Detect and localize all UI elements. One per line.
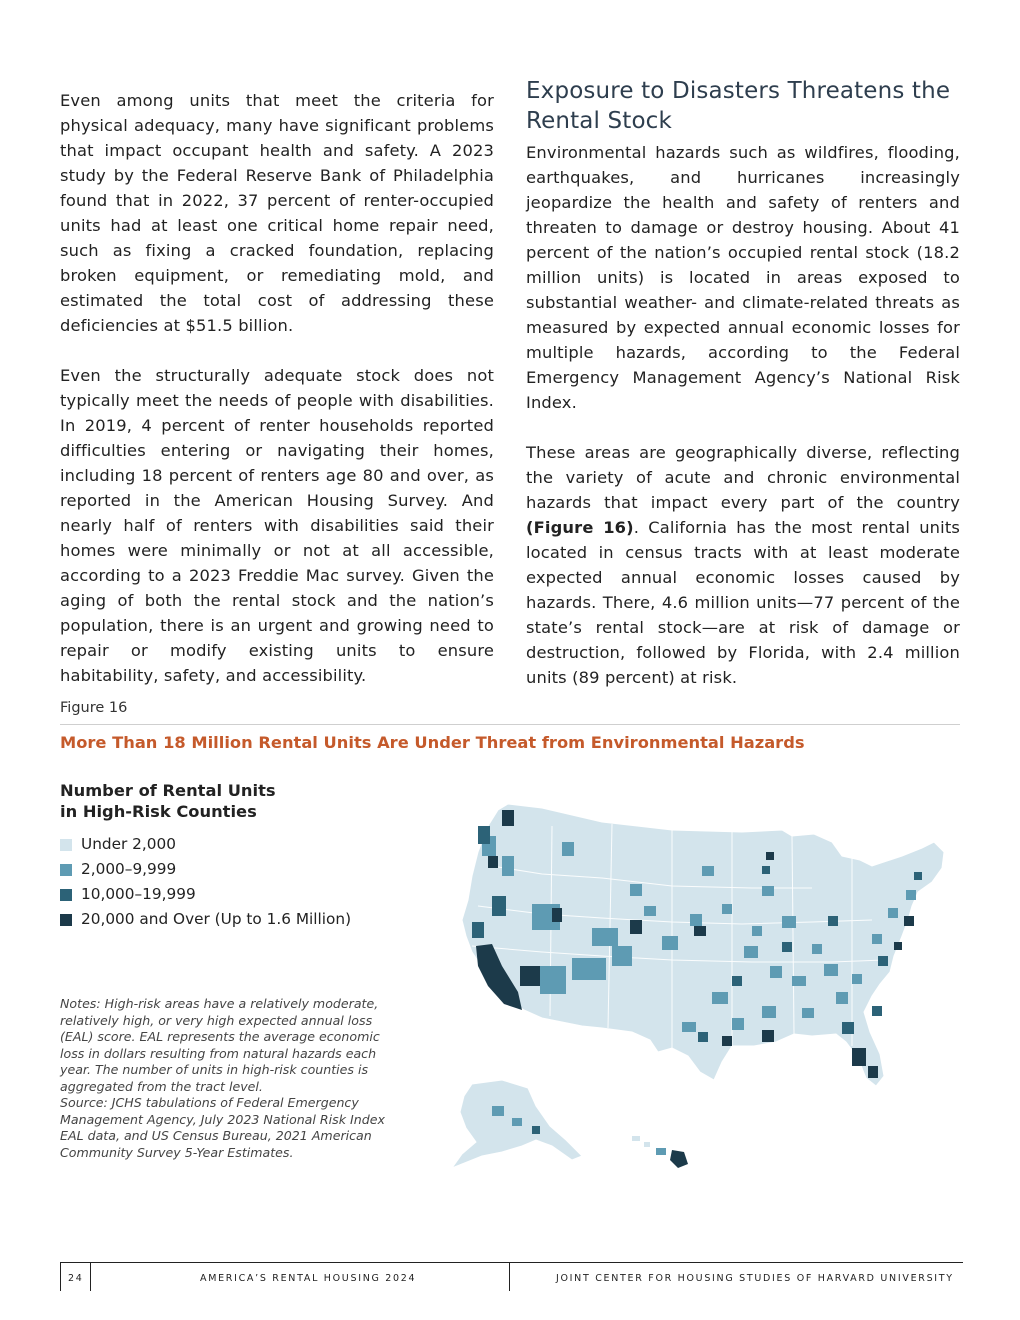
legend-swatch <box>60 914 72 926</box>
legend-label: 10,000–19,999 <box>81 885 196 903</box>
hawaii-shape <box>632 1136 688 1168</box>
legend-title-line: Number of Rental Units <box>60 781 276 800</box>
legend-label: Under 2,000 <box>81 835 176 853</box>
left-column <box>60 88 494 713</box>
footer-divider <box>60 1263 61 1291</box>
body-paragraph <box>526 440 960 690</box>
body-paragraph: Even among units that meet the criteria for physical adequacy, many have significant problems that impact occupant health and safety. A 2023 study by the Federal Reserve Bank of Philadelphia found that in 2022, 37 percent of renter-occupied units had at least one critical home repair need, such as fixing a cracked foundation, replacing broken equipment, or remediating mold, and estimated the total cost of addressing these deficiencies at $51.5 billion. <box>60 91 494 335</box>
page-footer <box>60 1262 963 1293</box>
section-title: Exposure to Disasters Threatens the Rental Stock <box>526 78 951 134</box>
right-column <box>526 76 960 715</box>
notes-text: Notes: High-risk areas have a relatively moderate, relatively high, or very high expected annual loss (EAL) score. EAL represents the average economic loss in dollars resulting from natural hazards each year. The number of units in high-risk counties is aggregated from the tract level. <box>60 996 380 1094</box>
figure-title: More Than 18 Million Rental Units Are Under Threat from Environmental Hazards <box>60 733 805 752</box>
legend-item <box>60 907 351 932</box>
organization-name: JOINT CENTER FOR HOUSING STUDIES OF HARVARD UNIVERSITY <box>556 1273 954 1284</box>
figure-label: Figure 16 <box>60 700 960 725</box>
footer-divider <box>90 1263 91 1291</box>
publication-title: AMERICA’S RENTAL HOUSING 2024 <box>200 1273 417 1284</box>
legend-item <box>60 882 351 907</box>
legend-item <box>60 857 351 882</box>
body-paragraph: Even the structurally adequate stock does not typically meet the needs of people with disabilities. In 2019, 4 percent of renter households reported difficulties entering or navigating their homes, including 18 percent of renters age 80 and over, as reported in the American Housing Survey. And nearly half of renters with disabilities said their homes were minimally or not at all accessible, according to a 2023 Freddie Mac survey. Given the aging of both the rental stock and the nation’s population, there is an urgent and growing need to repair or modify existing units to ensure habitability, safety, and accessibility. <box>60 366 494 685</box>
paragraph-text: . California has the most rental units located in census tracts with at least moderate expected annual economic losses caused by hazards. There, 4.6 million units—77 percent of the state’s rental stock—are at risk of damage or destruction, followed by Florida, with 2.4 million units (89 percent) at risk. <box>526 518 960 687</box>
legend-label: 2,000–9,999 <box>81 860 177 878</box>
legend-label: 20,000 and Over (Up to 1.6 Million) <box>81 910 352 928</box>
legend-title-line: in High-Risk Counties <box>60 802 257 821</box>
legend-swatch <box>60 839 72 851</box>
source-text: Source: JCHS tabulations of Federal Emergency Management Agency, July 2023 National Risk Index EAL data, and US Census Bureau, 2021 American Community Survey 5-Year Estimates. <box>60 1095 385 1160</box>
map-legend <box>60 832 351 932</box>
figure-reference[interactable]: (Figure 16) <box>526 518 634 537</box>
body-paragraph: Environmental hazards such as wildfires, flooding, earthquakes, and hurricanes increasingly jeopardize the health and safety of renters and threaten to damage or destroy housing. About 41 percent of the nation’s occupied rental stock (18.2 million units) is located in areas exposed to substantial weather- and climate-related threats as measured by expected annual economic losses for multiple hazards, according to the Federal Emergency Management Agency’s National Risk Index. <box>526 143 960 412</box>
page-number: 24 <box>68 1273 84 1284</box>
legend-swatch <box>60 864 72 876</box>
legend-item <box>60 832 351 857</box>
us-county-risk-map <box>432 796 962 1186</box>
legend-swatch <box>60 889 72 901</box>
paragraph-text: These areas are geographically diverse, reflecting the variety of acute and chronic environmental hazards that impact every part of the country <box>526 443 960 512</box>
figure-16 <box>60 700 960 1160</box>
us-mainland-shape <box>462 804 944 1086</box>
legend-title <box>60 780 276 822</box>
footer-divider <box>509 1263 510 1291</box>
figure-notes <box>60 996 394 1161</box>
